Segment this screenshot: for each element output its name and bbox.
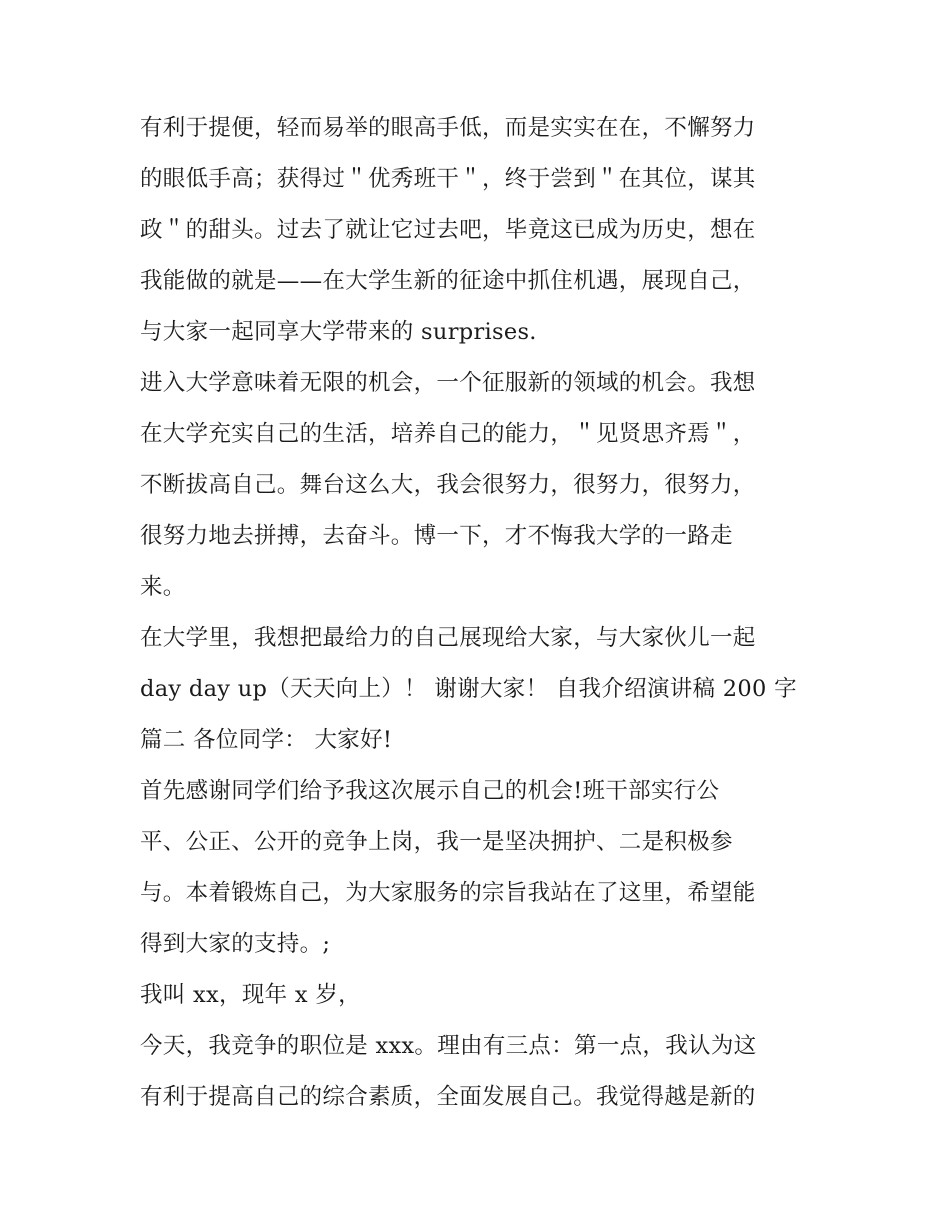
- text-line: 在大学充实自己的生活，培养自己的能力，＂见贤思齐焉＂，: [140, 421, 756, 447]
- text-line: 有利于提便，轻而易举的眼高手低，而是实实在在，不懈努力: [140, 115, 756, 141]
- text-line: 首先感谢同学们给予我这次展示自己的机会!班干部实行公: [140, 778, 720, 804]
- text-line: 与。本着锻炼自己，为大家服务的宗旨我站在了这里，希望能: [140, 880, 756, 906]
- text-line: 来。: [140, 574, 186, 600]
- text-line: 政＂的甜头。过去了就让它过去吧，毕竟这已成为历史，想在: [140, 217, 756, 243]
- text-line: 我能做的就是——在大学生新的征途中抓住机遇，展现自己，: [140, 268, 756, 294]
- text-line: 与大家一起同享大学带来的 surprises.: [140, 319, 537, 345]
- text-line: 平、公正、公开的竞争上岗，我一是坚决拥护、二是积极参: [140, 829, 733, 855]
- text-line: 得到大家的支持。;: [140, 931, 331, 957]
- text-line: 不断拔高自己。舞台这么大，我会很努力，很努力，很努力，: [140, 472, 756, 498]
- text-line: 有利于提高自己的综合素质，全面发展自己。我觉得越是新的: [140, 1084, 756, 1110]
- text-line: 很努力地去拼搏，去奋斗。博一下，才不悔我大学的一路走: [140, 523, 733, 549]
- text-line: 篇二 各位同学： 大家好!: [140, 727, 393, 753]
- text-line: 今天，我竞争的职位是 xxx。理由有三点：第一点，我认为这: [140, 1033, 757, 1059]
- body-text: [140, 103, 820, 1123]
- text-line: 在大学里，我想把最给力的自己展现给大家，与大家伙儿一起: [140, 625, 756, 651]
- text-line: 的眼低手高；获得过＂优秀班干＂，终于尝到＂在其位，谋其: [140, 166, 756, 192]
- text-line: 我叫 xx，现年 x 岁，: [140, 982, 361, 1008]
- text-line: 进入大学意味着无限的机会，一个征服新的领域的机会。我想: [140, 370, 756, 396]
- text-line: day day up（天天向上）！ 谢谢大家！ 自我介绍演讲稿 200 字: [140, 676, 797, 702]
